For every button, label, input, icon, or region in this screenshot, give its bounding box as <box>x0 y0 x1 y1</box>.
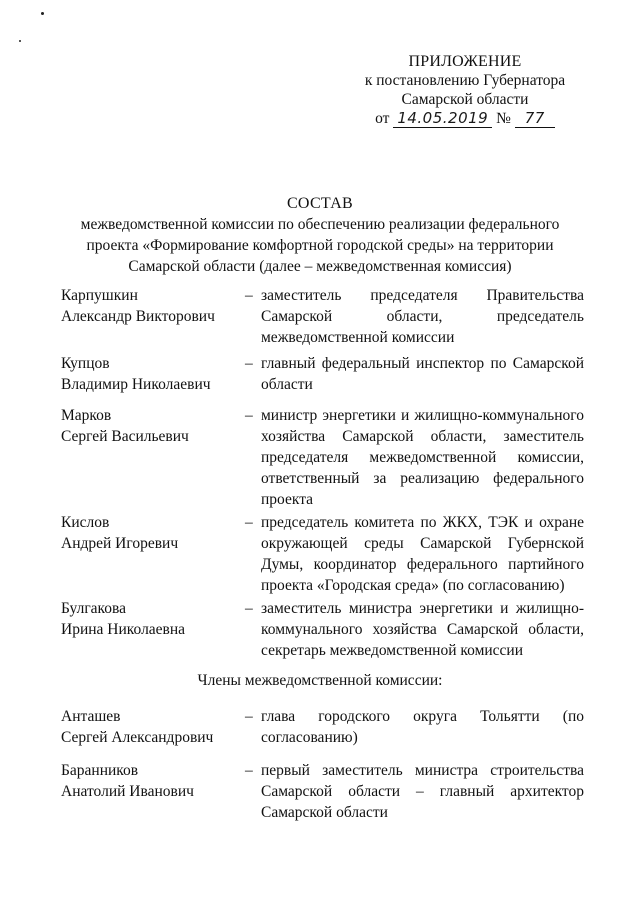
title-line: межведомственной комиссии по обеспечению реализации федерального <box>80 216 560 233</box>
title-line: Самарской области (далее – межведомственная комиссия) <box>128 258 512 275</box>
member-dash: – <box>245 708 253 725</box>
member-name <box>61 598 239 640</box>
member-surname: Кислов <box>61 514 110 531</box>
document-title: СОСТАВ <box>286 195 354 212</box>
member-given-name: Владимир Николаевич <box>61 376 211 393</box>
appendix-block <box>330 52 600 128</box>
member-role: главный федеральный инспектор по Самарской области <box>261 355 584 393</box>
member-surname: Булгакова <box>61 600 127 617</box>
member-dash: – <box>245 514 253 531</box>
member-given-name: Сергей Александрович <box>61 729 214 746</box>
handwritten-number: 77 <box>515 109 555 128</box>
member-role: заместитель председателя Правительства Самарской области, председатель межведомственной комиссии <box>261 287 584 346</box>
member-given-name: Андрей Игоревич <box>61 535 179 552</box>
member-surname: Баранников <box>61 762 139 779</box>
member-role: первый заместитель министра строительства Самарской области – главный архитектор Самарской области <box>261 762 584 821</box>
handwritten-date: 14.05.2019 <box>393 109 492 128</box>
member-given-name: Сергей Васильевич <box>61 428 189 445</box>
scan-speck <box>41 12 44 15</box>
number-prefix: № <box>496 110 511 127</box>
member-role: председатель комитета по ЖКХ, ТЭК и охране окружающей среды Самарской Губернской Думы, координатор федерального партийного проекта «Городская среда» (по согласованию) <box>261 514 584 594</box>
member-name <box>61 353 239 395</box>
members-heading: Члены межведомственной комиссии: <box>197 672 443 689</box>
member-surname: Карпушкин <box>61 287 138 304</box>
member-name <box>61 512 239 554</box>
member-name <box>61 405 239 447</box>
member-dash: – <box>245 762 253 779</box>
member-role: глава городского округа Тольятти (по согласованию) <box>261 708 584 746</box>
member-name <box>61 706 239 748</box>
member-dash: – <box>245 355 253 372</box>
member-given-name: Александр Викторович <box>61 308 215 325</box>
member-surname: Анташев <box>61 708 121 725</box>
member-given-name: Анатолий Иванович <box>61 783 194 800</box>
scan-speck <box>19 40 21 42</box>
member-dash: – <box>245 287 253 304</box>
member-name <box>61 760 239 802</box>
member-role: заместитель министра энергетики и жилищно-коммунального хозяйства Самарской области, секретарь межведомственной комиссии <box>261 600 584 659</box>
date-prefix: от <box>375 110 390 127</box>
appendix-date-line <box>375 109 555 128</box>
member-role: министр энергетики и жилищно-коммунального хозяйства Самарской области, заместитель председателя межведомственной комиссии, ответственный за реализацию федерального проекта <box>261 407 584 508</box>
member-given-name: Ирина Николаевна <box>61 621 186 638</box>
member-surname: Марков <box>61 407 112 424</box>
title-block <box>60 193 580 277</box>
appendix-heading: ПРИЛОЖЕНИЕ <box>408 53 522 70</box>
member-surname: Купцов <box>61 355 110 372</box>
title-line: проекта «Формирование комфортной городской среды» на территории <box>86 237 554 254</box>
member-name <box>61 285 239 327</box>
appendix-line: к постановлению Губернатора <box>364 72 566 89</box>
member-dash: – <box>245 407 253 424</box>
member-dash: – <box>245 600 253 617</box>
appendix-line: Самарской области <box>401 91 529 108</box>
